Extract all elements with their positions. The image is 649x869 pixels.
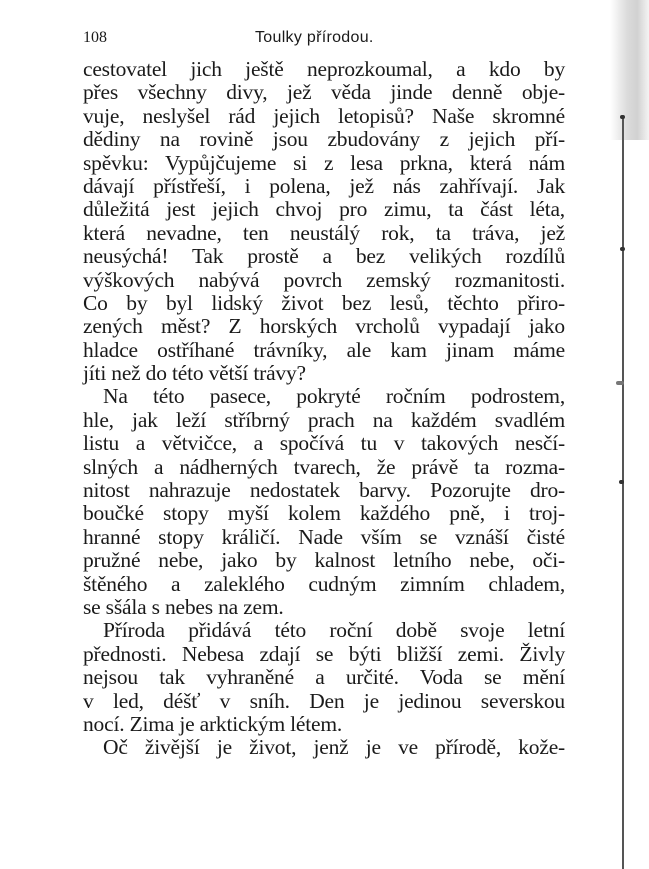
text-line: hranné stopy králičí. Nade vším se vznáší čisté [83,524,565,549]
text-line: dávají přístřeší, i polena, jež nás zahřívají. Jak [83,173,565,198]
page-header [83,27,563,53]
page-number: 108 [83,29,107,46]
text-line: přednosti. Nebesa zdají se býti bližší zemi. Živly [83,641,565,666]
text-line: dědiny na rovině jsou zbudovány z jejich pří- [83,127,565,152]
text-line: Oč živější je život, jenž je ve přírodě, kože- [103,735,565,760]
text-line: v led, déšť v sníh. Den je jedinou severskou [83,688,565,713]
running-title: Toulky přírodou. [255,29,374,46]
scan-mark [620,115,625,119]
text-line: listu a větvičce, a spočívá tu v takových nesčí- [83,431,565,456]
text-line: Na této pasece, pokryté ročním podrostem, [103,384,565,409]
text-line: nejsou tak vyhraněné a určité. Voda se mění [83,665,565,690]
text-line: nocí. Zima je arktickým létem. [83,711,343,736]
page-edge-shadow [610,0,649,140]
text-line: přes všechny divy, jež věda jinde denně obje- [83,80,565,105]
body-text [83,58,565,760]
text-line: neusýchá! Tak prostě a bez velikých rozdílů [83,244,565,269]
text-line: cestovatel jich ještě neprozkoumal, a kdo by [83,57,565,81]
text-line: Příroda přidává této roční době svoje letní [103,618,565,643]
text-line: boučké stopy myší kolem každého pně, i troj- [83,501,565,526]
text-line: spěvku: Vypůjčujeme si z lesa prkna, která nám [83,150,565,175]
text-line: vuje, neslyšel rád jejich letopisů? Naše skromné [83,103,565,128]
text-line: důležitá jest jejich chvoj pro zimu, ta část léta, [83,197,565,222]
text-line: se sšála s nebes na zem. [83,594,284,619]
scan-mark [620,247,625,251]
text-line: hle, jak leží stříbrný prach na každém svadlém [83,407,565,432]
page-binding-edge [622,118,624,869]
text-line: slných a nádherných tvarech, že právě ta rozma- [83,454,565,479]
scan-mark [616,381,624,385]
text-line: výškových nabývá povrch zemský rozmanitosti. [83,267,565,292]
text-line: zených měst? Z horských vrcholů vypadají jako [83,314,565,339]
text-line: Co by byl lidský život bez lesů, těchto přiro- [83,290,565,315]
text-line: pružné nebe, jako by kalnost letního nebe, oči- [83,548,565,573]
text-line: jíti než do této větší trávy? [83,361,306,386]
scan-mark [619,480,624,484]
text-line: štěného a zaleklého cudným zimním chladem, [83,571,565,596]
text-line: hladce ostříhané trávníky, ale kam jinam máme [83,337,565,362]
text-line: která nevadne, ten neustálý rok, ta tráva, jež [83,220,565,245]
text-line: nitost nahrazuje nedostatek barvy. Pozorujte dro- [83,478,565,503]
